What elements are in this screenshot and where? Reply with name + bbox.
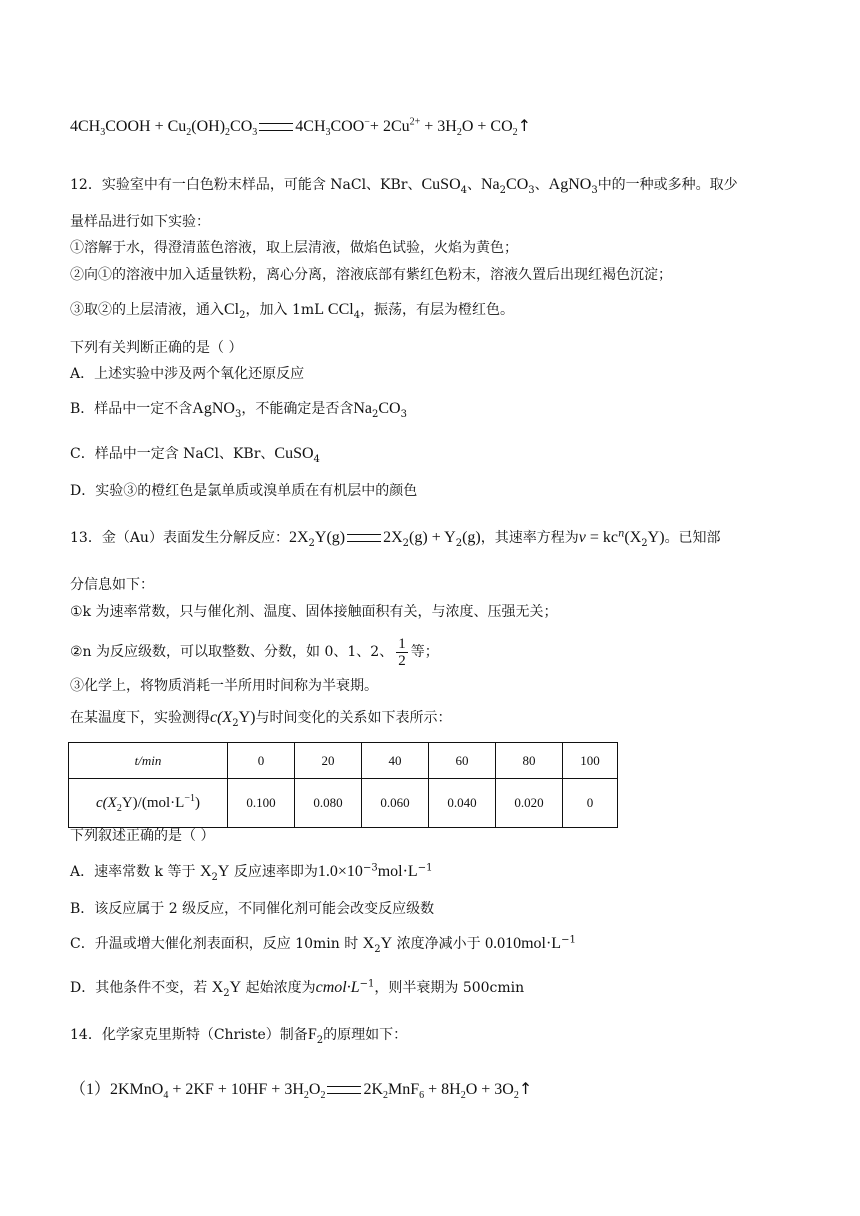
table-header-cell: t/min: [69, 743, 228, 779]
q13-question: 下列叙述正确的是（ ）: [70, 828, 215, 844]
table-header-cell: 20: [295, 743, 362, 779]
q13-info3: ③化学上，将物质消耗一半所用时间称为半衰期。: [70, 678, 378, 694]
table-cell: 0.040: [429, 779, 496, 828]
table-header-cell: 80: [496, 743, 563, 779]
q12-stem-line1: 12．实验室中有一白色粉末样品，可能含 NaCl、KBr、CuSO$_4$、$Na_2CO_3$、AgNO$_3$中的一种或多种。取少: [70, 176, 738, 196]
table-cell: 0.100: [228, 779, 295, 828]
equation-acetic-acid: $4CH_3COOH + Cu_2(OH)_2CO_3$ $4CH_3COO^-+ 2Cu^{2+} + 3H_2O$ + $CO_2↑$: [70, 116, 532, 139]
table-cell: 0: [563, 779, 618, 828]
q12-option-c: C．样品中一定含 NaCl、KBr、CuSO$_4$: [70, 445, 320, 465]
equals-sign: [327, 1086, 361, 1094]
table-header-row: [69, 743, 618, 779]
q13-option-c: C．升温或增大催化剂表面积，反应 10min 时 $X_2Y$ 浓度净减小于 $0.010mol\cdot L^{-1}$: [70, 934, 576, 955]
table-header-cell: 100: [563, 743, 618, 779]
q13-stem-line2: 分信息如下：: [70, 577, 154, 593]
q12-option-d: D．实验③的橙红色是氯单质或溴单质在有机层中的颜色: [70, 483, 418, 499]
table-cell: 0.020: [496, 779, 563, 828]
q14-equation-1: （1）2KMnO$_4$ + $2KF + 10HF + 3H_2O_2$ $2K_2MnF_6 + 8H_2O$ + $3O_2↑$: [70, 1079, 533, 1102]
q12-step2: ②向①的溶液中加入适量铁粉，离心分离，溶液底部有紫红色粉末，溶液久置后出现红褐色沉淀；: [70, 267, 672, 283]
q13-table-intro: 在某温度下，实验测得$c(X_2Y)$与时间变化的关系如下表所示：: [70, 709, 452, 729]
table-row: [69, 779, 618, 828]
table-cell: 0.080: [295, 779, 362, 828]
q13-info2: ②n 为反应级数，可以取整数、分数，如 0、1、2、 $\frac{1}{2}$ 等；: [70, 635, 439, 669]
table-header-cell: 0: [228, 743, 295, 779]
fraction-one-half: $\frac{1}{2}$: [398, 635, 406, 669]
q12-stem-line2: 量样品进行如下实验：: [70, 214, 210, 230]
q12-question: 下列有关判断正确的是（ ）: [70, 340, 243, 356]
q13-option-d: D．其他条件不变，若 $X_2Y$ 起始浓度为$cmol\cdot L^{-1}$，则半衰期为 500cmin: [70, 978, 525, 999]
q13-option-a: A．速率常数 k 等于 $X_2Y$ 反应速率即为$1.0\times 10^{-3}mol\cdot L^{-1}$: [70, 862, 433, 883]
q13-info1: ①k 为速率常数，只与催化剂、温度、固体接触面积有关，与浓度、压强无关；: [70, 604, 558, 620]
equals-sign: [347, 534, 381, 542]
q12-option-a: A．上述实验中涉及两个氧化还原反应: [70, 366, 305, 382]
table-header-cell: 60: [429, 743, 496, 779]
equals-sign: [259, 123, 293, 131]
q12-step1: ①溶解于水，得澄清蓝色溶液，取上层清液，做焰色试验，火焰为黄色；: [70, 240, 518, 256]
q13-option-b: B．该反应属于 2 级反应，不同催化剂可能会改变反应级数: [70, 901, 435, 917]
q14-stem: 14．化学家克里斯特（Christe）制备$F_2$的原理如下：: [70, 1026, 408, 1046]
q12-option-b: B．样品中一定不含AgNO$_3$，不能确定是否含$Na_2CO_3$: [70, 400, 407, 420]
gas-arrow-icon: ↑: [518, 1079, 533, 1098]
q13-stem-line1: 13．金（Au）表面发生分解反应：$2X_2Y(g) 2X_2(g) + Y_2(g)$，其速率方程为$v = kc^n(X_2Y)$。已知部: [70, 528, 721, 549]
gas-arrow-icon: ↑: [517, 116, 532, 135]
concentration-table: [68, 742, 618, 828]
q12-step3: ③取②的上层清液，通入$Cl_2$，加入 1mL CCl$_4$，振荡，有层为橙红色。: [70, 301, 515, 321]
table-row-label: $c(X_2Y)/(mol\cdot L^{-1})$: [69, 779, 228, 828]
table-cell: 0.060: [362, 779, 429, 828]
table-header-cell: 40: [362, 743, 429, 779]
